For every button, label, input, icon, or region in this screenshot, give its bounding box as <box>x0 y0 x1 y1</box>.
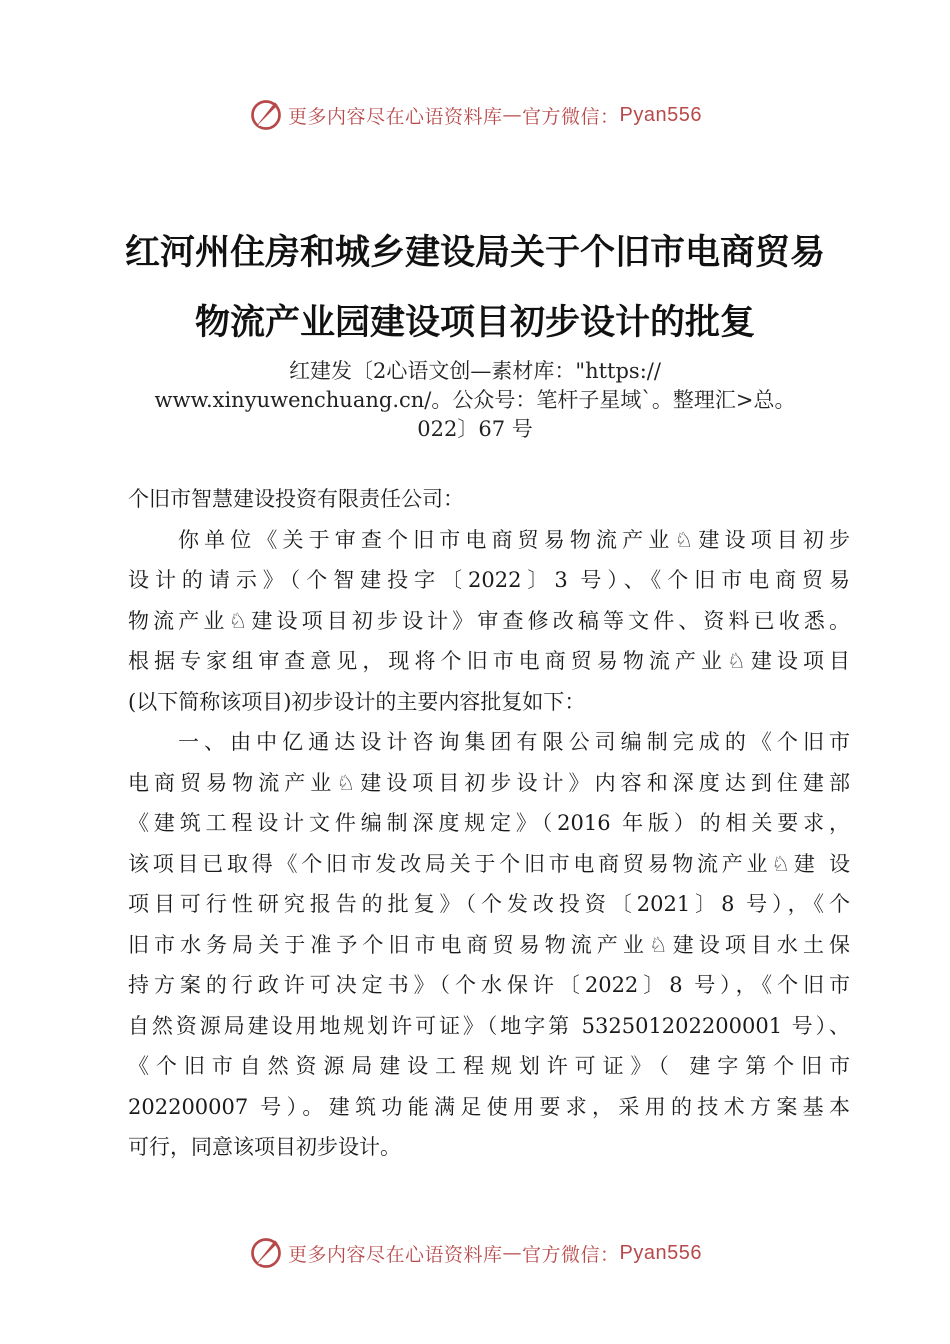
quill-logo-icon <box>248 97 284 133</box>
paragraph-line: 一、由中亿通达设计咨询集团有限公司编制完成的《个旧市 <box>178 730 850 754</box>
paragraph-line: 《建筑工程设计文件编制深度规定》（2016 年版）的相关要求， <box>128 811 850 835</box>
watermark-header <box>0 95 950 135</box>
watermark-footer <box>0 1233 950 1273</box>
watermark-dash: — <box>502 104 523 126</box>
paragraph-line: 物流产业♘建设项目初步设计》审查修改稿等文件、资料已收悉。 <box>128 608 850 633</box>
paragraph-line: 你单位《关于审查个旧市电商贸易物流产业♘建设项目初步 <box>178 527 850 552</box>
paragraph-line: 自然资源局建设用地规划许可证》（地字第 532501202200001 号）、 <box>128 1013 850 1038</box>
paragraph-line: 该项目已取得《个旧市发改局关于个旧市电商贸易物流产业♘建 设 <box>128 851 850 876</box>
watermark-dash: — <box>502 1242 523 1264</box>
document-title-line-1: 红河州住房和城乡建设局关于个旧市电商贸易 <box>124 233 825 273</box>
paragraph-line: 设计的请示》（个智建投字〔2022〕3 号）、《个旧市电商贸易 <box>128 568 850 592</box>
watermark-text: 更多内容尽在心语资料库 <box>288 1243 503 1266</box>
document-number-line-2: www.xinyuwenchuang.cn/。公众号：笔杆子星域`。整理汇>总。 <box>154 388 796 412</box>
paragraph-line: 《个旧市自然资源局建设工程规划许可证》（ 建字第个旧市 <box>128 1054 850 1078</box>
watermark-wechat-label: 官方微信： <box>522 105 620 128</box>
addressee: 个旧市智慧建设投资有限责任公司： <box>128 487 464 511</box>
document-title-line-2: 物流产业园建设项目初步设计的批复 <box>194 303 755 343</box>
paragraph-line: 202200007 号）。建筑功能满足使用要求，采用的技术方案基本 <box>128 1094 850 1119</box>
paragraph-line: 持方案的行政许可决定书》（个水保许〔2022〕8 号），《个旧市 <box>128 973 850 997</box>
paragraph-line: (以下简称该项目)初步设计的主要内容批复如下： <box>128 689 586 714</box>
document-number-line-3: 022〕67 号 <box>417 417 533 441</box>
watermark-text: 更多内容尽在心语资料库 <box>288 105 503 128</box>
paragraph-2 <box>128 722 850 1168</box>
watermark-wechat-id: Pyan556 <box>619 103 702 126</box>
paragraph-line: 电商贸易物流产业♘建设项目初步设计》内容和深度达到住建部 <box>128 770 850 795</box>
paragraph-line: 根据专家组审查意见，现将个旧市电商贸易物流产业♘建设项目 <box>128 649 850 673</box>
paragraph-line: 可行，同意该项目初步设计。 <box>128 1135 401 1159</box>
paragraph-line: 旧市水务局关于准予个旧市电商贸易物流产业♘建设项目水土保 <box>128 932 850 957</box>
watermark-wechat-id: Pyan556 <box>619 1241 702 1264</box>
document-number-line-1: 红建发〔2心语文创—素材库："https:// <box>289 359 661 383</box>
watermark-wechat-label: 官方微信： <box>522 1243 620 1266</box>
quill-logo-icon <box>248 1235 284 1271</box>
document-body <box>128 479 850 1168</box>
paragraph-1 <box>128 520 850 723</box>
paragraph-line: 项目可行性研究报告的批复》（个发改投资〔2021〕8 号），《个 <box>128 892 850 916</box>
document-number <box>120 357 830 444</box>
